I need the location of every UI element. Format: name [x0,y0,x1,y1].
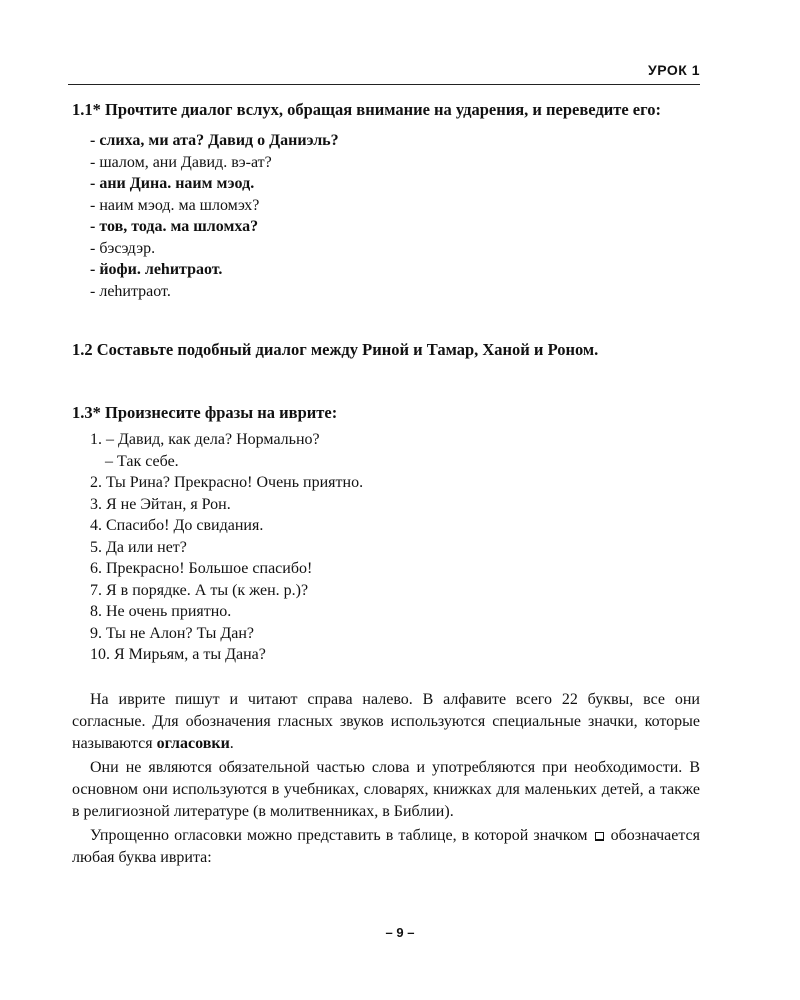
paragraph-table-intro-start: Упрощенно огласовки можно представить в таблице, в которой значком [90,826,588,844]
header-rule [68,84,700,85]
phrase-list [90,429,700,666]
phrase-item: 7. Я в порядке. А ты (к жен. р.)? [90,581,309,599]
paragraph-table-intro-end: обозначается любая буква иврита: [72,826,701,866]
section-1-title: 1.1* Прочтите диалог вслух, обращая внимание на ударения, и переведите его: [72,100,661,119]
phrase-item: 1. – Давид, как дела? Нормально? [90,431,320,448]
dialog-line: - бэсэдэр. [90,239,156,257]
dialog-line: - тов, тода. ма шломха? [90,218,259,235]
page-content [72,94,700,869]
page-number: – 9 – [385,925,415,940]
phrase-item: 3. Я не Эйтан, я Рон. [90,495,231,513]
phrase-item: 6. Прекрасно! Большое спасибо! [90,560,313,577]
dialog-line: - йофи. леhитраот. [90,261,223,278]
dialog-list [90,130,700,302]
phrase-item: 5. Да или нет? [90,538,187,556]
phrase-item: 4. Спасибо! До свидания. [90,517,264,534]
section-3-title: 1.3* Произнесите фразы на иврите: [72,403,338,422]
section-2-title: 1.2 Составьте подобный диалог между Риной и Тамар, Ханой и Роном. [72,340,599,359]
paragraph-alphabet-end: . [229,734,234,752]
dialog-line: - леhитраот. [90,282,171,300]
paragraph-usage: Они не являются обязательной частью слова и употребляются при необходимости. В основном они используются в учебниках, словарях, книжках для маленьких детей, а также в религиозной литературе (в молитвенниках, в Библии). [72,758,700,820]
paragraph-table-intro [72,825,700,869]
phrase-item: 8. Не очень приятно. [90,603,232,620]
term-niqqud: огласовки [156,734,230,752]
dialog-line: - слиха, ми ата? Давид о Даниэль? [90,132,339,149]
dialog-line: - наим мэод. ма шломэх? [90,196,260,214]
phrase-item: 9. Ты не Алон? Ты Дан? [90,624,254,642]
phrase-item-continuation: – Так себе. [105,452,179,470]
lesson-header: УРОК 1 [648,62,700,78]
paragraph-alphabet-text: На иврите пишут и читают справа налево. В алфавите всего 22 буквы, все они согласные. Для обозначения гласных звуков используются специальные значки, которые называются [72,690,700,752]
phrase-item: 10. Я Мирьям, а ты Дана? [90,646,266,663]
phrase-item: 2. Ты Рина? Прекрасно! Очень приятно. [90,474,364,491]
dialog-line: - ани Дина. наим мэод. [90,175,255,192]
dialog-line: - шалом, ани Давид. вэ-ат? [90,153,272,171]
letter-placeholder-icon [595,832,604,841]
paragraph-alphabet [72,689,700,755]
